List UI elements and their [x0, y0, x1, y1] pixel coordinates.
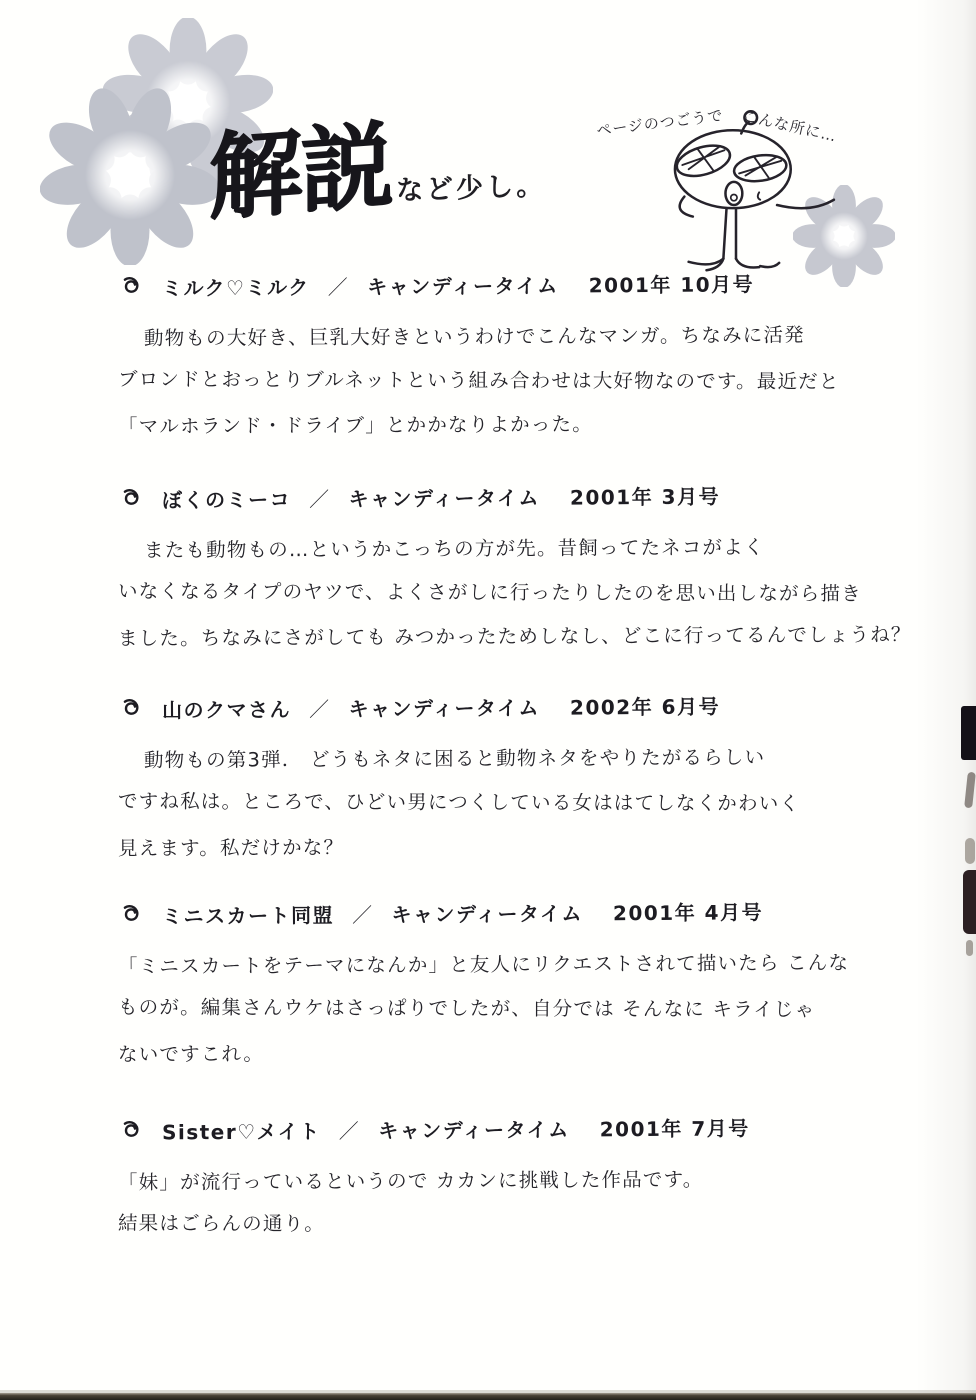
magazine-name: キャンディータイム: [367, 273, 559, 299]
work-title: ぼくのミーコ: [161, 487, 292, 513]
scan-artifact: [963, 870, 976, 934]
issue-label: 2002年 6月号: [569, 694, 721, 720]
issue-label: 2001年 10月号: [588, 272, 755, 298]
separator: ／: [308, 487, 331, 512]
spiral-bullet-icon: [118, 485, 146, 513]
body-line: 「ミニスカートをテーマになんか」と友人にリクエストされて描いたら こんな: [117, 951, 850, 979]
work-title: Sister♡メイト: [161, 1119, 321, 1145]
spiral-bullet-icon: [118, 273, 146, 301]
page-title: 解説: [208, 111, 392, 234]
body-line: ブロンドとおっとりブルネットという組み合わせは大好物なのです。最近だと: [117, 367, 840, 394]
scan-edge-shading: [916, 0, 976, 1400]
work-title: ミルク♡ミルク: [161, 275, 310, 301]
section-title-row: [118, 689, 898, 723]
section-title-row: [118, 1111, 898, 1145]
body-line: ました。ちなみにさがしても みつかったためしなし、どこに行ってるんでしょうね？: [117, 622, 912, 651]
separator: ／: [327, 275, 350, 300]
issue-label: 2001年 4月号: [612, 900, 764, 926]
issue-label: 2001年 7月号: [599, 1116, 750, 1142]
section-yama-no-kuma-san: [118, 692, 898, 869]
spiral-bullet-icon: [118, 695, 146, 723]
magazine-name: キャンディータイム: [378, 1117, 570, 1143]
section-body: [118, 943, 898, 1075]
doodle-caption-right: こんな所に…: [741, 106, 839, 146]
body-line: 「マルホランド・ドライブ」とかかなりよかった。: [117, 412, 593, 439]
separator: ／: [351, 902, 374, 928]
section-sister-mate: [118, 1114, 898, 1247]
section-body: [117, 527, 912, 659]
work-title: 山のクマさん: [161, 697, 292, 723]
section-title-row: [118, 895, 898, 929]
separator: ／: [338, 1119, 361, 1144]
body-line: ですね私は。ところで、ひどい男につくしている女ははてしなくかわいく: [117, 789, 801, 816]
body-line: 動物もの大好き、巨乳大好きというわけでこんなマンガ。ちなみに活発: [143, 323, 805, 350]
section-miniskirt-doumei: [118, 898, 898, 1075]
page-subtitle: など少し。: [395, 170, 547, 207]
body-line: いなくなるタイプのヤツで、よくさがしに行ったりしたのを思い出しながら描き: [117, 579, 862, 606]
scan-artifact: [965, 838, 975, 864]
section-milk-milk: [118, 270, 898, 447]
body-line: またも動物もの…というかこっちの方が先。昔飼ってたネコがよく: [143, 535, 765, 562]
body-line: 結果はごらんの通り。: [117, 1211, 326, 1236]
section-body: [118, 315, 898, 447]
magazine-name: キャンディータイム: [391, 901, 584, 927]
section-body: [118, 737, 898, 869]
spiral-bullet-icon: [118, 901, 146, 929]
alien-doodle-icon: [636, 108, 836, 278]
body-line: 見えます。私だけかな？: [117, 835, 345, 861]
section-body: [118, 1159, 898, 1247]
scan-bottom-edge: [0, 1393, 976, 1400]
section-title-row: [118, 267, 898, 301]
magazine-name: キャンディータイム: [348, 485, 541, 512]
doodle-caption-left: ページのつごうで: [595, 106, 725, 140]
scan-artifact: [961, 706, 976, 760]
body-line: ものが。編集さんウケはさっぱりでしたが、自分では そんなに キライじゃ: [117, 995, 816, 1022]
body-line: 動物もの第3弾． どうもネタに困ると動物ネタをやりたがるらしい: [143, 745, 766, 772]
flower-decoration-icon: [40, 85, 220, 265]
separator: ／: [308, 697, 331, 722]
section-title-row: [118, 479, 898, 513]
spiral-bullet-icon: [118, 1117, 146, 1145]
magazine-name: キャンディータイム: [348, 695, 541, 722]
body-line: ないですこれ。: [117, 1042, 265, 1067]
section-boku-no-miiko: [117, 482, 912, 659]
work-title: ミニスカート同盟: [161, 903, 335, 929]
body-line: 「妹」が流行っているというので カカンに挑戦した作品です。: [117, 1167, 704, 1195]
scan-artifact: [966, 940, 973, 956]
issue-label: 2001年 3月号: [569, 484, 721, 510]
